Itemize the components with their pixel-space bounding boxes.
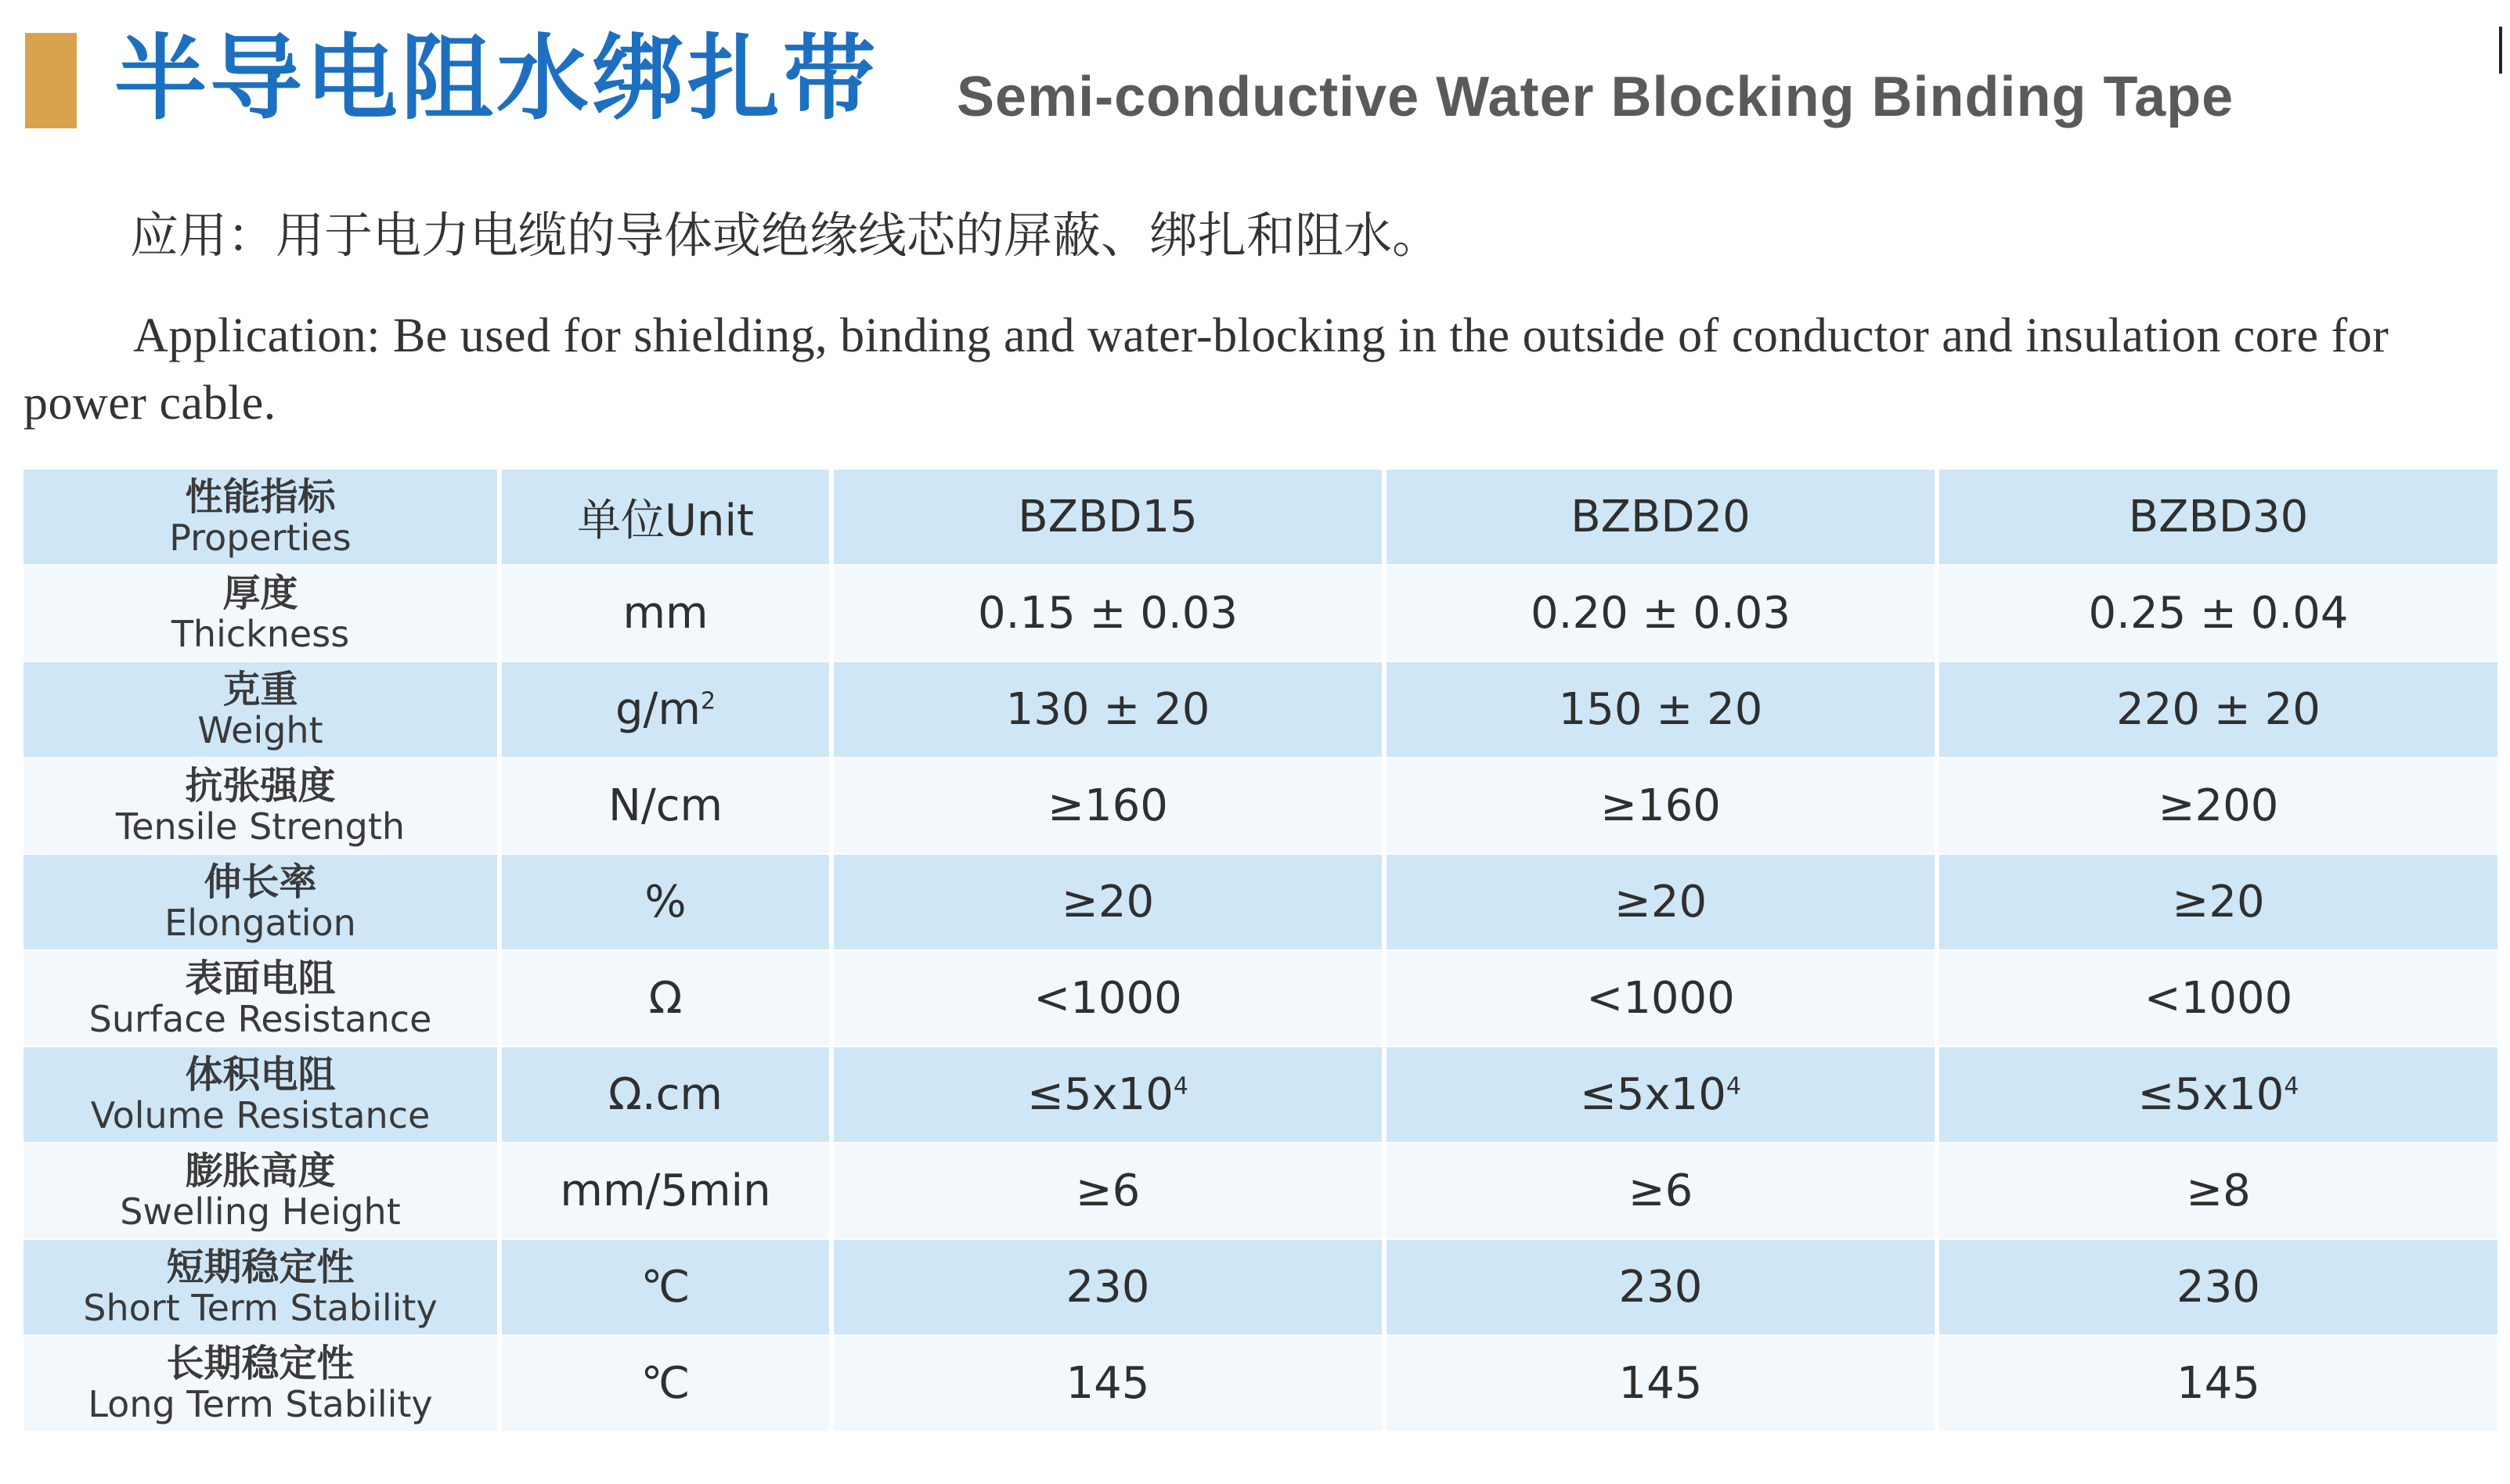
value-text: ≤5x10	[1579, 1069, 1726, 1120]
property-cell	[23, 1335, 499, 1432]
unit-cell	[499, 1046, 831, 1143]
unit-text: g/m	[615, 684, 701, 735]
property-cn: 厚度	[222, 571, 298, 615]
value-bzbd30	[1937, 565, 2497, 661]
property-en: Surface Resistance	[88, 997, 432, 1040]
header-bzbd15: BZBD15	[831, 470, 1384, 565]
value-bzbd30	[1937, 1046, 2497, 1143]
value-text: ≥20	[1614, 877, 1708, 928]
property-en: Thickness	[171, 612, 350, 655]
table-header-row	[23, 470, 2497, 565]
property-cn: 膨胀高度	[185, 1148, 336, 1193]
header-bzbd30: BZBD30	[1937, 470, 2497, 565]
value-text: ≥6	[1075, 1165, 1141, 1216]
value-text: ≥20	[2172, 877, 2265, 928]
value-text: 0.25 ± 0.04	[2088, 588, 2349, 639]
unit-cell	[499, 565, 831, 661]
property-en: Weight	[197, 708, 323, 751]
property-cell	[23, 661, 499, 758]
value-text: <1000	[1586, 973, 1735, 1024]
value-text: ≤5x10	[1026, 1069, 1174, 1120]
value-text: 230	[1066, 1262, 1150, 1313]
edge-mark	[2499, 27, 2502, 74]
value-bzbd15	[831, 950, 1384, 1046]
property-cn: 抗张强度	[185, 763, 336, 808]
value-bzbd20	[1384, 950, 1937, 1046]
unit-cell	[499, 1335, 831, 1432]
value-bzbd30	[1937, 854, 2497, 950]
property-cell	[23, 565, 499, 661]
value-text: ≤5x10	[2137, 1069, 2285, 1120]
property-cell	[23, 1143, 499, 1239]
property-en: Short Term Stability	[83, 1286, 438, 1329]
property-cn: 体积电阻	[185, 1052, 336, 1097]
value-superscript: 4	[1173, 1072, 1189, 1100]
unit-text: N/cm	[608, 780, 723, 831]
property-en: Swelling Height	[120, 1190, 401, 1233]
table-row	[23, 758, 2497, 854]
value-bzbd30	[1937, 758, 2497, 854]
value-bzbd15	[831, 1335, 1384, 1432]
property-cell	[23, 758, 499, 854]
value-text: 145	[1066, 1358, 1150, 1409]
value-bzbd15	[831, 565, 1384, 661]
value-superscript: 4	[2284, 1072, 2299, 1100]
table-row	[23, 565, 2497, 661]
value-text: ≥200	[2158, 780, 2279, 831]
unit-cell	[499, 1239, 831, 1335]
property-cn: 长期稳定性	[166, 1341, 355, 1385]
spec-table	[23, 470, 2497, 1432]
value-text: 220 ± 20	[2116, 684, 2321, 735]
table-row	[23, 854, 2497, 950]
property-en: Volume Resistance	[90, 1093, 431, 1136]
property-cn: 短期稳定性	[166, 1244, 355, 1289]
value-bzbd30	[1937, 661, 2497, 758]
table-row	[23, 1335, 2497, 1432]
table-row	[23, 1046, 2497, 1143]
value-superscript: 4	[1726, 1072, 1742, 1100]
value-bzbd30	[1937, 1239, 2497, 1335]
value-bzbd20	[1384, 1143, 1937, 1239]
property-cn: 伸长率	[204, 859, 317, 904]
value-bzbd15	[831, 758, 1384, 854]
value-text: <1000	[2144, 973, 2293, 1024]
value-text: <1000	[1033, 973, 1182, 1024]
spec-table-body	[23, 470, 2497, 1432]
application-cn: 应用：用于电力电缆的导体或绝缘线芯的屏蔽、绑扎和阻水。	[130, 207, 1441, 264]
page-title-en: Semi-conductive Water Blocking Binding Tape	[957, 66, 2234, 128]
property-en: Elongation	[164, 901, 356, 944]
property-cell	[23, 854, 499, 950]
property-cn: 表面电阻	[185, 956, 336, 1000]
unit-superscript: 2	[700, 687, 716, 715]
value-bzbd20	[1384, 854, 1937, 950]
property-cell	[23, 1046, 499, 1143]
unit-text: ℃	[640, 1358, 691, 1409]
table-row	[23, 1239, 2497, 1335]
value-text: 230	[2176, 1262, 2260, 1313]
value-bzbd20	[1384, 661, 1937, 758]
unit-cell	[499, 1143, 831, 1239]
title-accent-bar	[25, 33, 77, 128]
value-text: ≥160	[1048, 780, 1168, 831]
value-bzbd20	[1384, 758, 1937, 854]
header-unit: 单位Unit	[499, 470, 831, 565]
table-row	[23, 1143, 2497, 1239]
value-text: ≥20	[1061, 877, 1155, 928]
property-cn: 克重	[222, 667, 298, 711]
unit-text: mm	[622, 588, 709, 639]
value-bzbd15	[831, 1046, 1384, 1143]
table-row	[23, 950, 2497, 1046]
value-text: 0.20 ± 0.03	[1531, 588, 1791, 639]
page-title-cn: 半导电阻水绑扎带	[114, 24, 879, 132]
value-bzbd20	[1384, 1239, 1937, 1335]
unit-text: Ω	[648, 973, 683, 1024]
property-cell	[23, 950, 499, 1046]
unit-cell	[499, 950, 831, 1046]
value-bzbd20	[1384, 1335, 1937, 1432]
unit-text: mm/5min	[560, 1165, 771, 1216]
value-bzbd20	[1384, 1046, 1937, 1143]
value-text: ≥6	[1628, 1165, 1693, 1216]
header-properties	[23, 470, 499, 565]
application-en: Application: Be used for shielding, binding and water-blocking in the outside of conductor and insulation core for power cable.	[23, 309, 2389, 430]
value-bzbd15	[831, 854, 1384, 950]
header-bzbd20: BZBD20	[1384, 470, 1937, 565]
property-cell	[23, 1239, 499, 1335]
value-bzbd20	[1384, 565, 1937, 661]
unit-cell	[499, 854, 831, 950]
value-bzbd15	[831, 661, 1384, 758]
header-properties-cn: 性能指标	[185, 474, 336, 519]
value-text: ≥160	[1600, 780, 1721, 831]
value-text: 230	[1618, 1262, 1703, 1313]
value-text: 145	[1618, 1358, 1703, 1409]
unit-text: %	[644, 877, 687, 928]
unit-cell	[499, 758, 831, 854]
unit-cell	[499, 661, 831, 758]
value-text: 150 ± 20	[1558, 684, 1763, 735]
unit-text: Ω.cm	[608, 1069, 723, 1120]
header-properties-en: Properties	[169, 516, 352, 559]
value-text: 145	[2176, 1358, 2260, 1409]
value-bzbd30	[1937, 950, 2497, 1046]
unit-text: ℃	[640, 1262, 691, 1313]
property-en: Long Term Stability	[88, 1382, 433, 1425]
value-bzbd30	[1937, 1143, 2497, 1239]
value-bzbd30	[1937, 1335, 2497, 1432]
value-text: 130 ± 20	[1005, 684, 1210, 735]
table-row	[23, 661, 2497, 758]
value-bzbd15	[831, 1143, 1384, 1239]
property-en: Tensile Strength	[115, 805, 406, 848]
value-bzbd15	[831, 1239, 1384, 1335]
value-text: ≥8	[2186, 1165, 2251, 1216]
value-text: 0.15 ± 0.03	[978, 588, 1238, 639]
